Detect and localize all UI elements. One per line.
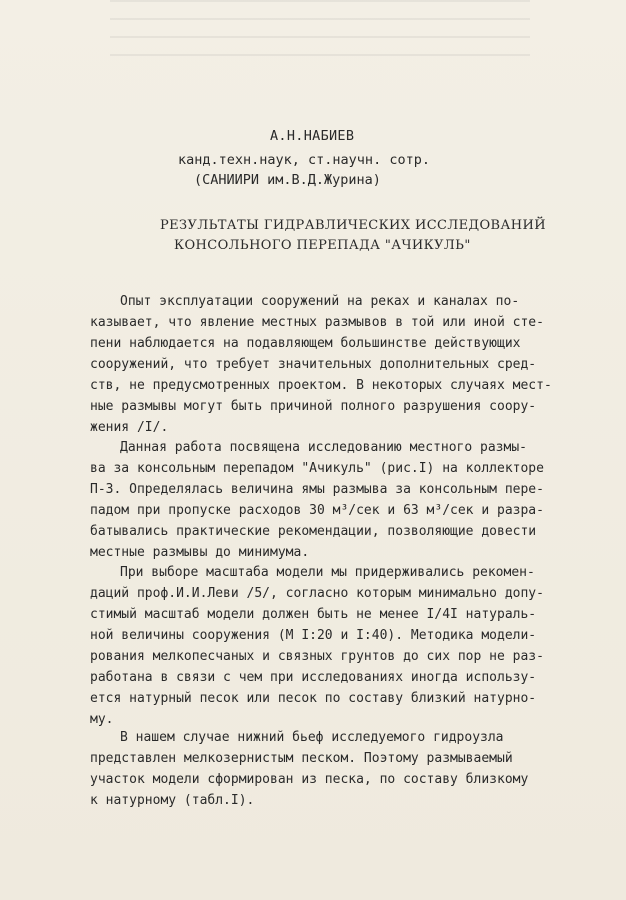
author-name: А.Н.НАБИЕВ — [270, 128, 355, 144]
text-line: рования мелкопесчаных и связных грунтов до сих пор не раз- — [90, 649, 544, 664]
text-line: пени наблюдается на подавляющем большинстве действующих — [90, 336, 521, 351]
show-through-text — [110, 0, 530, 60]
text-line: участок модели сформирован из песка, по составу близкому — [90, 772, 529, 787]
paragraph-2 — [90, 437, 580, 563]
text-line: П-3. Определялась величина ямы размыва за консольным пере- — [90, 482, 544, 497]
text-line: падом при пропуске расходов 30 м³/сек и 63 м³/сек и разра- — [90, 503, 544, 518]
text-line: му. — [90, 712, 114, 727]
paragraph-4 — [90, 727, 580, 811]
text-line: стимый масштаб модели должен быть не менее I/4I натураль- — [90, 607, 537, 622]
paper-title-line-1: РЕЗУЛЬТАТЫ ГИДРАВЛИЧЕСКИХ ИССЛЕДОВАНИЙ — [160, 218, 546, 233]
text-line: В нашем случае нижний бьеф исследуемого гидроузла — [120, 730, 504, 745]
text-line: казывает, что явление местных размывов в той или иной сте- — [90, 315, 544, 330]
text-line: ные размывы могут быть причиной полного разрушения соору- — [90, 399, 537, 414]
paragraph-1 — [90, 291, 580, 438]
text-line: При выборе масштаба модели мы придерживались рекомен- — [120, 565, 535, 580]
text-line: Данная работа посвящена исследованию местного размы- — [120, 440, 527, 455]
text-line: жения /I/. — [90, 420, 169, 435]
text-line: ств, не предусмотренных проектом. В некоторых случаях мест- — [90, 378, 552, 393]
text-line: сооружений, что требует значительных дополнительных сред- — [90, 357, 537, 372]
author-degree: канд.техн.наук, ст.научн. сотр. — [178, 152, 430, 168]
paper-title-line-2: КОНСОЛЬНОГО ПЕРЕПАДА "АЧИКУЛЬ" — [174, 238, 471, 253]
text-line: Опыт эксплуатации сооружений на реках и каналах по- — [120, 294, 520, 309]
paragraph-3 — [90, 562, 580, 730]
text-line: ва за консольным перепадом "Ачикуль" (рис.I) на коллекторе — [90, 461, 544, 476]
text-line: даций проф.И.И.Леви /5/, согласно которым минимально допу- — [90, 586, 544, 601]
text-line: батывались практические рекомендации, позволяющие довести — [90, 524, 537, 539]
text-line: ется натурный песок или песок по составу близкий натурно- — [90, 691, 537, 706]
text-line: представлен мелкозернистым песком. Поэтому размываемый — [90, 751, 513, 766]
text-line: местные размывы до минимума. — [90, 545, 310, 560]
text-line: работана в связи с чем при исследованиях иногда использу- — [90, 670, 537, 685]
text-line: к натурному (табл.I). — [90, 793, 255, 808]
text-line: ной величины сооружения (М I:20 и I:40). Методика модели- — [90, 628, 537, 643]
author-institution: (САНИИРИ им.В.Д.Журина) — [194, 172, 381, 188]
